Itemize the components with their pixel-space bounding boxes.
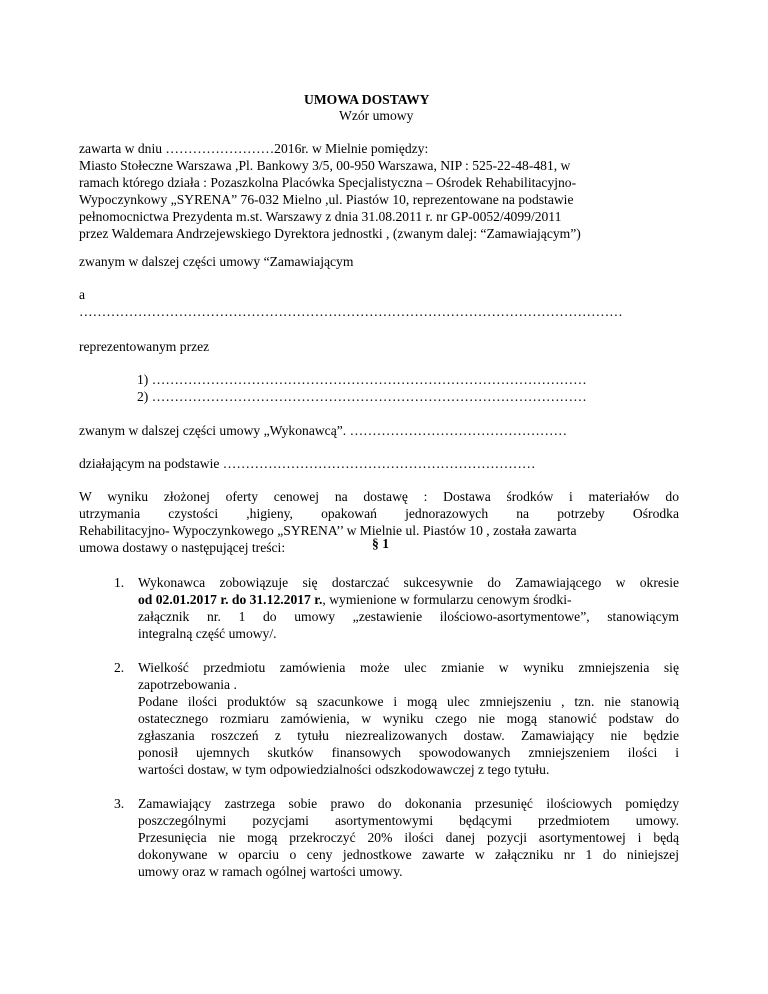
point-line: ostatecznego rozmiaru zamówienia, w wyniku czego nie mogą stanowić podstaw do [138, 711, 679, 726]
point-line: wartości dostaw, w tym odpowiedzialności odszkodowawczej z tego tytułu. [138, 762, 550, 777]
contract-period: od 02.01.2017 r. do 31.12.2017 r. [138, 592, 323, 607]
wykonawca-line: zwanym w dalszej części umowy „Wykonawcą”. ………………………………………… [79, 423, 568, 438]
intro-line: zawarta w dniu ……………………2016r. w Mielnie pomiędzy: [79, 141, 429, 156]
point-number: 3. [114, 796, 125, 811]
point-line: ponosił ujemnych skutków finansowych spowodowanych zmniejszeniem ilości i [138, 745, 679, 760]
point-number: 1. [114, 575, 125, 590]
point-line: od 02.01.2017 r. do 31.12.2017 r., wymienione w formularzu cenowym środki- [138, 592, 572, 607]
point-line: Zamawiający zastrzega sobie prawo do dokonania przesunięć ilościowych pomiędzy [138, 796, 679, 811]
point-line: załącznik nr. 1 do umowy „zestawienie ilościowo-asortymentowe”, stanowiącym [138, 609, 679, 624]
offer-line: utrzymania czystości ,higieny, opakowań jednorazowych na potrzeby Ośrodka [79, 506, 679, 521]
section-heading: § 1 [372, 536, 389, 551]
representative-2: 2) …………………………………………………………………………………… [137, 389, 587, 404]
point-line: dokonywane w oparciu o ceny jednostkowe zawarte w załączniku nr 1 do niniejszej [138, 847, 679, 862]
basis-line: działającym na podstawie …………………………………………………………… [79, 456, 536, 471]
intro-line: pełnomocnictwa Prezydenta m.st. Warszawy z dnia 31.08.2011 r. nr GP-0052/4099/2011 [79, 209, 562, 224]
representative-1: 1) …………………………………………………………………………………… [137, 372, 587, 387]
point-line: poszczególnymi pozycjami asortymentowymi będącymi przedmiotem umowy. [138, 813, 679, 828]
point-line: Wielkość przedmiotu zamówienia może ulec zmianie w wyniku zmniejszenia się [138, 660, 679, 675]
conjunction-a: a [79, 287, 86, 302]
point-line: Przesunięcia nie mogą przekroczyć 20% ilości danej pozycji asortymentowej i będą [138, 830, 679, 845]
intro-line: Miasto Stołeczne Warszawa ,Pl. Bankowy 3/5, 00-950 Warszawa, NIP : 525-22-48-481, w [79, 158, 571, 173]
point-line: umowy oraz w ramach ogólnej wartości umowy. [138, 864, 403, 879]
zamawiajacy-line: zwanym w dalszej części umowy “Zamawiającym [79, 254, 354, 269]
intro-line: Wypoczynkowy „SYRENA” 76-032 Mielno ,ul. Piastów 10, reprezentowane na podstawie [79, 192, 574, 207]
represented-by: reprezentowanym przez [79, 339, 210, 354]
offer-line: W wyniku złożonej oferty cenowej na dostawę : Dostawa środków i materiałów do [79, 489, 679, 504]
intro-line: ramach którego działa : Pozaszkolna Placówka Specjalistyczna – Ośrodek Rehabilitacyjno- [79, 175, 577, 190]
contractor-placeholder: ………………………………………………………………………………………………………… [79, 304, 623, 319]
document-title: UMOWA DOSTAWY [304, 92, 430, 107]
intro-line: przez Waldemara Andrzejewskiego Dyrektora jednostki , (zwanym dalej: “Zamawiającym”) [79, 226, 581, 241]
point-line: zgłaszania roszczeń z tytułu niezrealizowanych dostaw. Zamawiający nie będzie [138, 728, 679, 743]
point-number: 2. [114, 660, 125, 675]
point-line: integralną część umowy/. [138, 626, 277, 641]
document-subtitle: Wzór umowy [339, 108, 414, 123]
point-line: Wykonawca zobowiązuje się dostarczać sukcesywnie do Zamawiającego w okresie [138, 575, 679, 590]
point-line: Podane ilości produktów są szacunkowe i mogą ulec zmniejszeniu , tzn. nie stanowią [138, 694, 679, 709]
point-line: zapotrzebowania . [138, 677, 237, 692]
offer-line: Rehabilitacyjno- Wypoczynkowego „SYRENA’’ w Mielnie ul. Piastów 10 , została zawarta [79, 523, 577, 538]
offer-line: umowa dostawy o następującej treści: [79, 540, 286, 555]
